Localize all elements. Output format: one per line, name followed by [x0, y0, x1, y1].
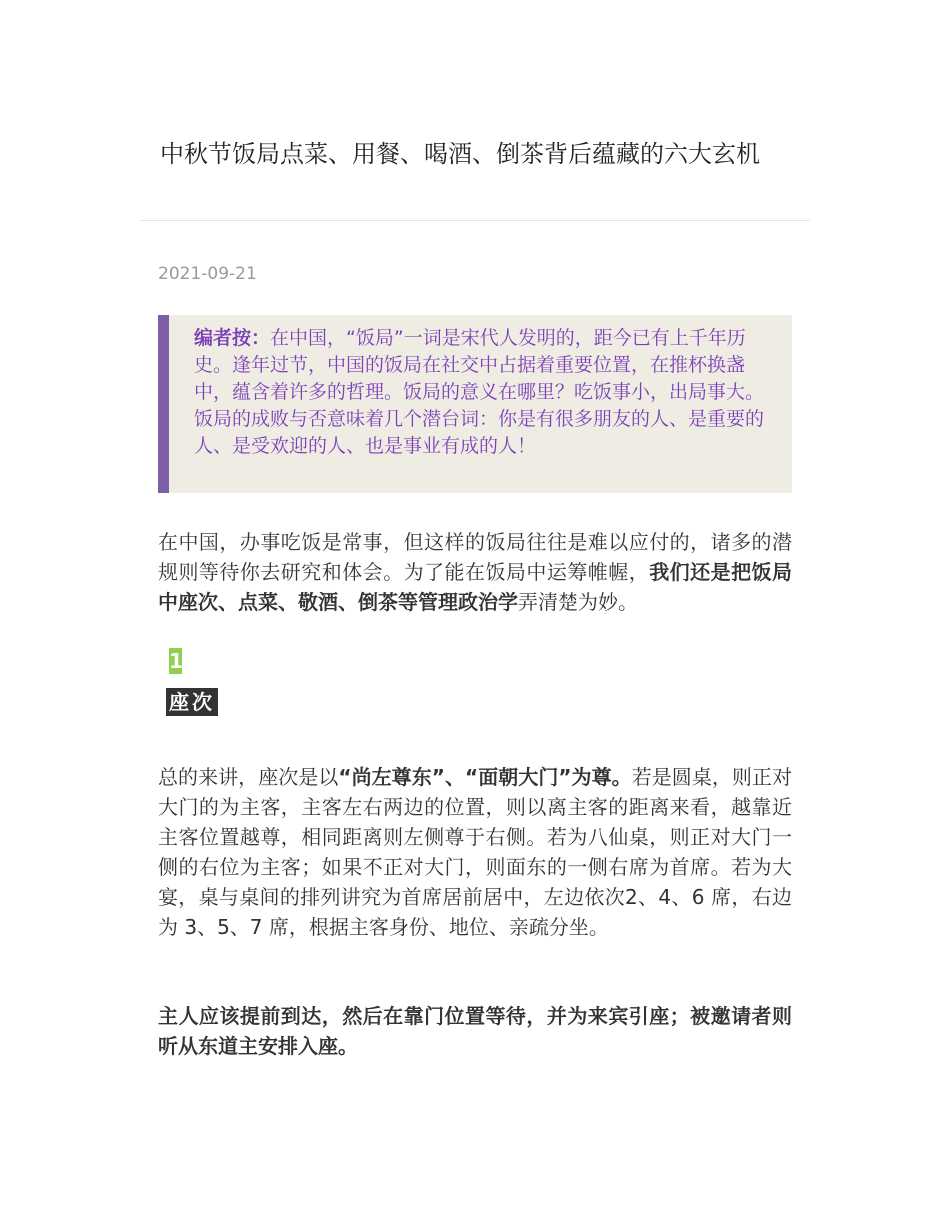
- intro-tail-text: 弄清楚为妙。: [518, 590, 638, 614]
- seating-paragraph: [158, 762, 792, 942]
- section-title: 座次: [166, 688, 218, 716]
- seating-rest: 若是圆桌，则正对大门的为主客，主客左右两边的位置，则以离主客的距离来看，越靠近主客位置越尊，相同距离则左侧尊于右侧。若为八仙桌，则正对大门一侧的右位为主客；如果不正对大门，则面东的一侧右席为首席。若为大宴，桌与桌间的排列讲究为首席居前居中，左边依次2、4、6 席，右边为 3、5、7 席，根据主客身份、地位、亲疏分坐。: [158, 765, 793, 939]
- seating-prefix: 总的来讲，座次是以: [158, 765, 339, 789]
- intro-paragraph: [158, 527, 792, 617]
- seating-bold-text: “尚左尊东”、“面朝大门”为尊。: [338, 765, 632, 789]
- title-divider: [140, 220, 810, 221]
- article-title: 中秋节饭局点菜、用餐、喝酒、倒茶背后蕴藏的六大玄机: [160, 140, 760, 168]
- editor-note: [158, 315, 792, 493]
- editor-note-text: 在中国，“饭局”一词是宋代人发明的，距今已有上千年历史。逢年过节，中国的饭局在社交中占据着重要位置，在推杯换盏中，蕴含着许多的哲理。饭局的意义在哪里？吃饭事小，出局事大。饭局的成败与否意味着几个潜台词：你是有很多朋友的人、是重要的人、是受欢迎的人、也是事业有成的人！: [194, 327, 765, 457]
- publish-date: 2021-09-21: [158, 264, 257, 284]
- section-number: 1: [169, 649, 183, 673]
- intro-bold-text: 我们还是把饭局中座次、点菜、敬酒、倒茶等管理政治学: [158, 560, 793, 614]
- host-paragraph: 主人应该提前到达，然后在靠门位置等待，并为来宾引座；被邀请者则听从东道主安排入座。: [158, 1004, 792, 1058]
- editor-note-label: 编者按：: [194, 327, 271, 349]
- intro-text: 在中国，办事吃饭是常事，但这样的饭局往往是难以应付的，诸多的潜规则等待你去研究和体会。为了能在饭局中运筹帷幄，: [158, 530, 792, 584]
